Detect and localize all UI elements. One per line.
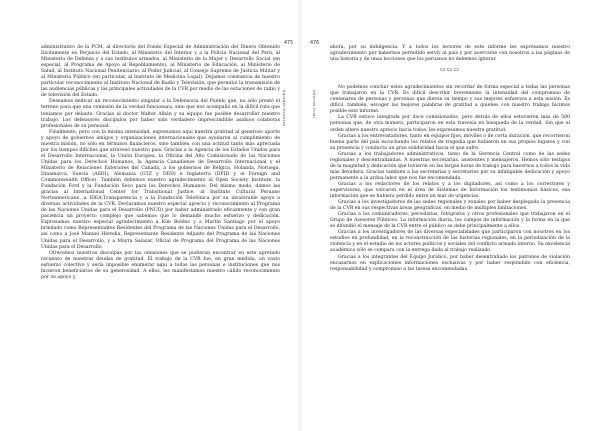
- paragraph: Gracias a los integrantes del Equipo Jurídico, por haber desentrañado los patrones de violación encasarnos en explicaciones informaciones exclusivas y por haber respondido con eficiencia, responsabilidad y compromiso a las tareas encomendadas.: [330, 254, 570, 272]
- paragraph: Gracias a los trabajadores administrativos, tanto de la Gerencia Central como de las sedes regionales y descentralizadas. A nuestras secretarias, asistentes y mensajeros. Hemos sido testigos de la magnitud y dedicación que tuvieron en las largas horas de trabajo para hacernos a todos la vida más llevadera. Gracias también a las secretarias y secretarios por su infatigable dedicación y apoyo permanente a la ardua labor que nos fue encomendada.: [330, 151, 570, 181]
- paragraph: Gracias a los investigadores de las diversas especialidades que participaron con nosotros en los estudios en profundidad, en la reconstrucción de las historias regionales, en la periodización de la violencia y en el estudio de los actores políticos y sociales del conflicto armado interno. Su excelencia académica sólo se compara con la entrega dada al trabajo realizado.: [330, 230, 571, 254]
- paragraph: administrativo de la PCM, al directorio del Fondo Especial de Administración del Dinero Obtenido Ilícitamente en Perjuicio del Estado, al Ministerio del Interior y a la Policía Nacional del Perú, al Ministerio de Defensa y a sus institutos armados, al Ministerio de la Mujer y Desarrollo Social (en especial, al Programa de Apoyo al Repoblamiento), al Ministerio de Educación, al Ministerio de Salud, al Instituto Nacional Penitenciario, al Poder Judicial, al Consejo Supremo de Justicia Militar y al Ministerio Público (en particular, al Instituto de Medicina Legal). Dejamos constancia de nuestro particular reconocimiento al Instituto Nacional de Radio y Televisión, que permitió la transmisión de las audiencias públicas y las principales actividades de la CVR por medio de las estaciones de radio y de televisión del Estado.: [41, 45, 280, 99]
- paragraph: Finalmente, pero con la misma intensidad, expresamos aquí nuestra gratitud al generoso aporte y apoyo de gobiernos amigos y organizaciones internacionales que ayudaron al cumplimiento de nuestra misión, no sólo en términos financieros, sino también con una actitud tanto más apreciada por los tiempos difíciles que atravesó nuestro país. Gracias a la Agencia de los Estados Unidos para el Desarrollo Internacional, la Unión Europea, la Oficina del Alto Comisionado de las Naciones Unidas para los Derechos Humanos, la Agencia Canadiense de Desarrollo Internacional y el Ministerio de Relaciones Exteriores del Canadá, a los gobiernos de Bélgica, Holanda, Noruega, Dinamarca, Suecia (ASDI), Alemania (GTZ y DED) e Inglaterra (DFID y el Foreign and Commonwealth Office). También debemos nuestro agradecimiento al Open Society Institute, la Fundación Ford y la Fundación Seco para los Derechos Humanos. Del mismo modo, damos las gracias al International Center for Transitional Justice, al Instituto Cultural Peruano Norteamericano, a IDEA-Transparencia y a la Fundación Telefónica por su invalorable apoyo a diversas actividades de la CVR. Declaramos nuestro especial aprecio y reconocimiento al Programa de las Naciones Unidas para el Desarrollo (PNUD) por haber administrado eficazmente y con gran paciencia un proyecto complejo que sabemos que lo demandó mucho esfuerzo y dedicación. Expresamos nuestro especial agradecimiento a Kim Bolduc y a Martín Santiago por el apoyo brindado como Representantes Residentes del Programa de las Naciones Unidas para el Desarrollo, así como a José Manuel Heredia, Representante Residente Adjunto del Programa de las Naciones Unidas para el Desarrollo, y a Mayra Salazar, Oficial de Programa del Programa de las Naciones Unidas para el Desarrollo.: [41, 129, 280, 250]
- section-divider: ▭▭▭: [439, 66, 460, 74]
- paragraph: Gracias a los entrevistadores, tanto en equipos fijos, móviles o de corta duración, que recorrieron buena parte del país escuchando los relatos de tragedia que hubieron en sus propios lugares y con su presencia y conducta un gran solidaridad hacia el que sufre.: [330, 133, 570, 151]
- paragraph: No podemos concluir estos agradecimientos sin recordar de forma especial a todas las personas que trabajaron en la CVR. Es difícil describir brevemente la intensidad del compromiso de centenares de personas y personas que dieron su tiempo y sus mejores esfuerzos a esta misión. Es difícil, también, escoger las mejores palabras de gratitud a quienes con nuestro trabajo hicimos posible este informe.: [330, 85, 570, 115]
- paragraph: Deseamos dedicar un reconocimiento singular a la Defensoría del Pueblo que, no sólo prestó el terreno para que una comisión de la verdad funcionara, sino que nos acompañó en la difícil ruta que teníamos por delante. Gracias al doctor Walter Albán y su equipo fue posible desarrollar nuestro trabajo. Los defensores discípulos por haber sido verdadero imprescindible asiduos colaboras profesionales de su personal.: [41, 99, 280, 129]
- paragraph: La CVR estuvo integrada por doce comisionados, pero detrás de ellos estuvieron más de 500 personas que, de otra manera, participaron en esta travesía en búsqueda de la verdad. Sin que el orden altere nuestro aprecio hacia todos, les expresamos nuestra gratitud.: [330, 115, 570, 133]
- paragraph: Gracias a los redactores de los relatos y a los digitadores, así como a los correctores y supervisores, que volcaron en el área de Sistemas de Información los testimonios básicos, esa información que se hubiera perdido entre un mar de urgencias.: [330, 181, 570, 200]
- right-body-text: [330, 45, 570, 273]
- right-running-head: Informe final: [312, 90, 316, 119]
- opening-paragraph: ahora, por su indulgencia. Y a todos los lectores de este informe les expresamos nuestro agradecimiento por habernos permitido servir al país y por acercarse con nosotros a las páginas de una historia y de unas lecciones que los peruanos no debemos ignorar.: [330, 45, 570, 63]
- left-body-text: [41, 45, 280, 281]
- left-page-number: 475: [284, 41, 294, 46]
- paragraph: Ofrecemos nuestras disculpas por las omisiones que se pudieran encontrar en este apretado recuento de nuestras deudas de gratitud. El trabajo de la CVR fue, en gran medida, un vasto esfuerzo colectivo y sería imposible enumerar aquí a todas las personas e instituciones que nos hicieron beneficiarios de su generosidad. A ellos, les manifestamos nuestro cálido reconocimiento por su apoyo y,: [41, 250, 280, 280]
- paragraph: Gracias a los investigadores de las sedes regionales y zonales por haber desplegado la presencia de la CVR en sus respectivas áreas geográficas, en medio de múltiples limitaciones.: [330, 200, 570, 212]
- paragraph: Gracias a los comunicadores, periodistas, fotógrafos y otros profesionales que trabajaron en el Grupo de Asesores Públicos. La información diaria, los campos de información y la forma en la que se difundió el mensaje de la CVR entre el público se debe principalmente a ellos.: [330, 212, 570, 230]
- left-running-head: Agradecimientos: [282, 90, 286, 127]
- left-page: [0, 0, 298, 431]
- right-page-number: 476: [310, 41, 320, 46]
- right-page: [302, 0, 600, 431]
